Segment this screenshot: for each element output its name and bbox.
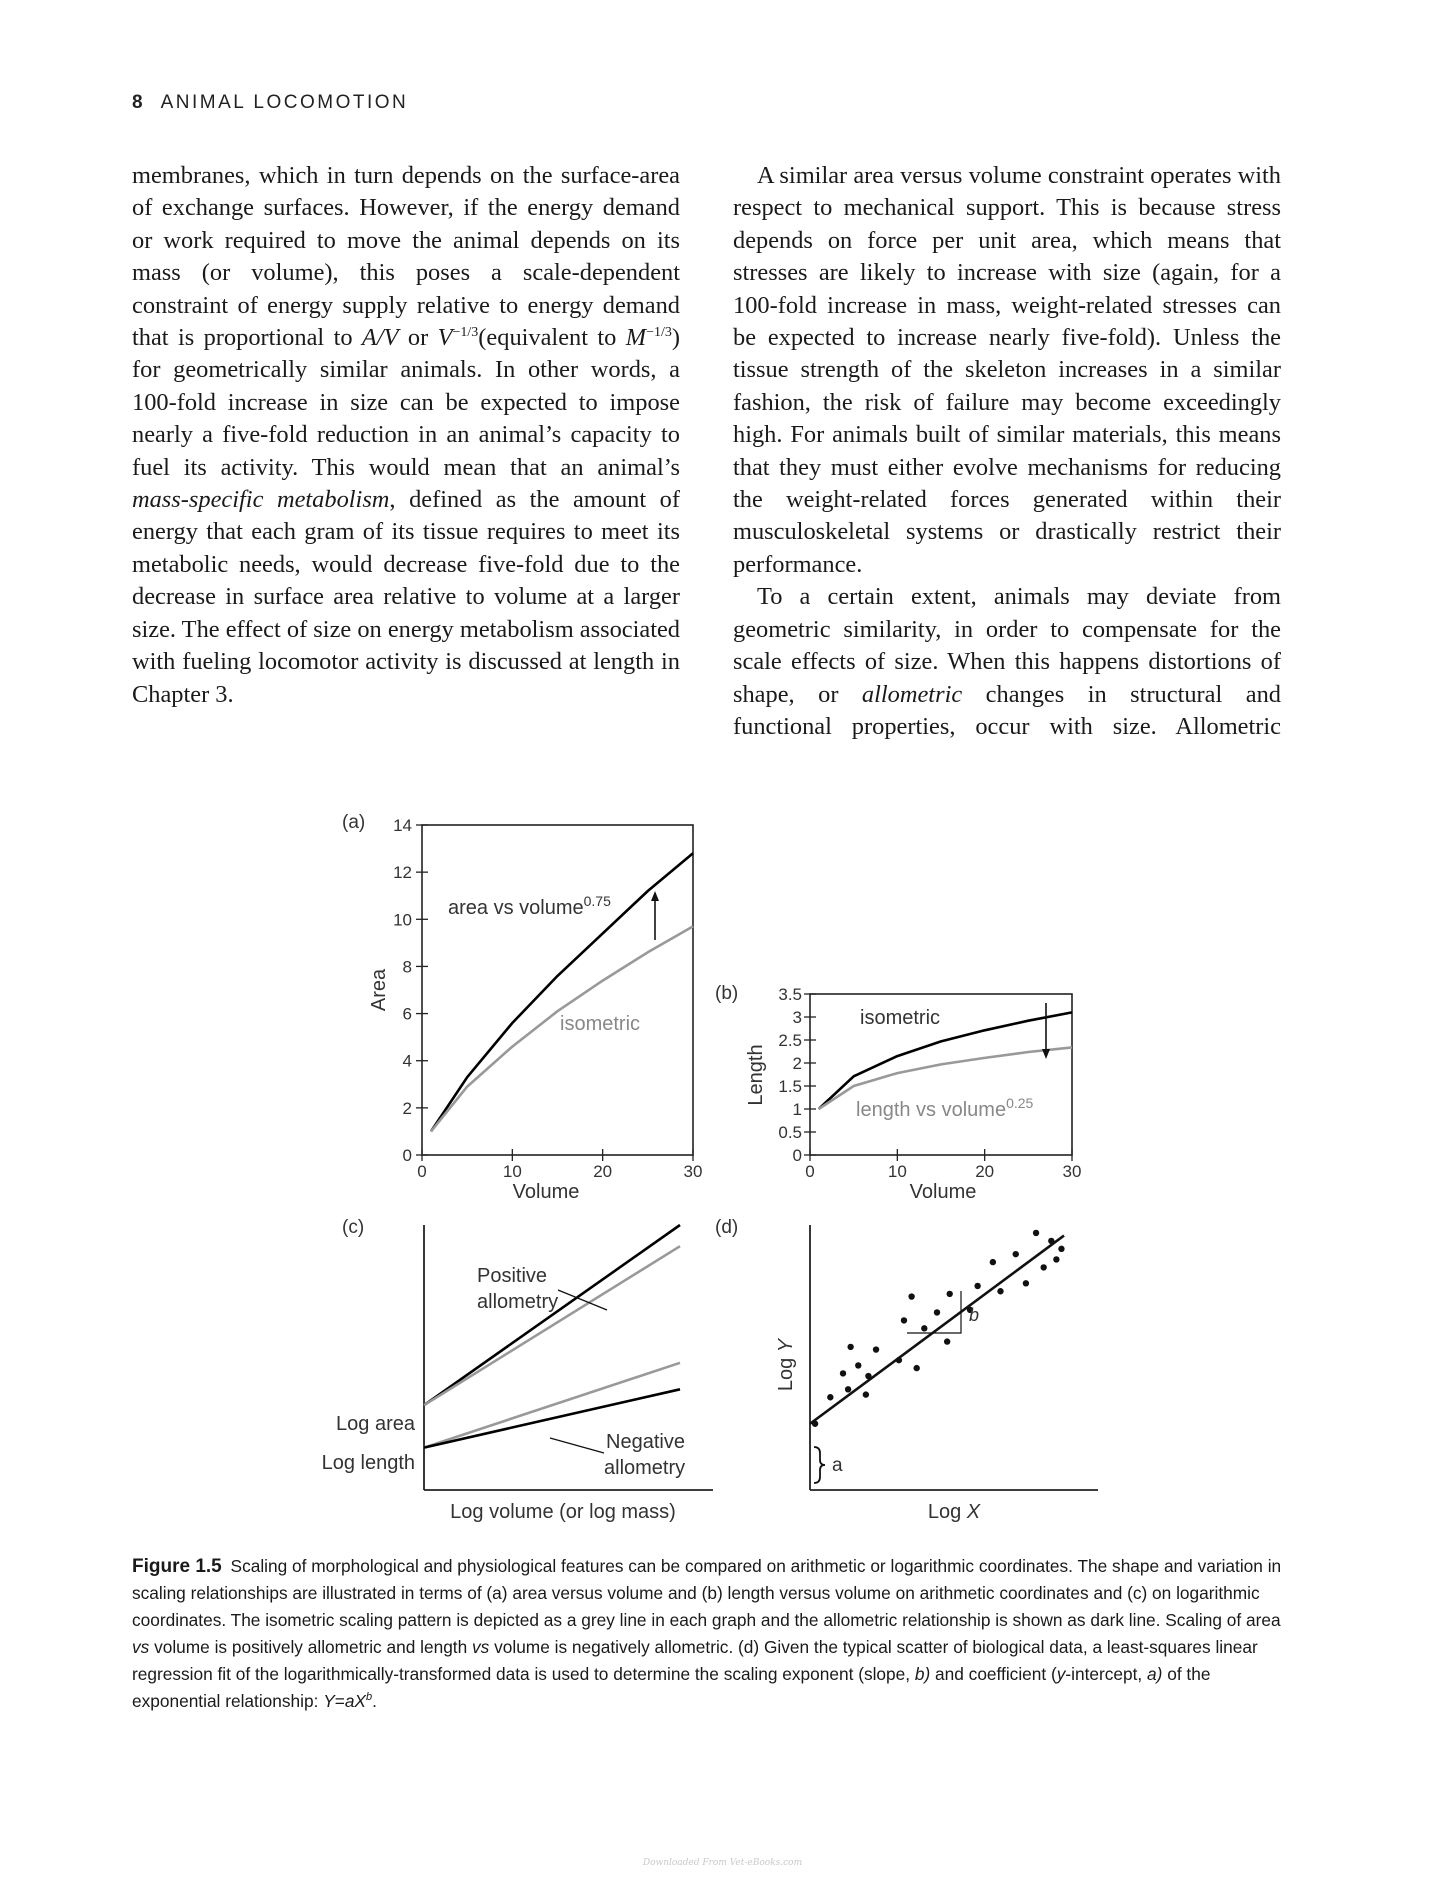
right-paragraph-2: To a certain extent, animals may deviate from geometric similarity, in order to compensate for the scale effects of size. When this happens distortions of shape, or allometric changes in structural and functional properties, occur with size. Allometric (733, 583, 1281, 740)
panel-b-x-tick-label: 0 (805, 1162, 815, 1181)
panel-c-series-line-1 (424, 1225, 680, 1405)
panel-d-scatter-point (1033, 1230, 1039, 1236)
panel-a-x-axis (417, 1149, 702, 1181)
figure-svg (0, 790, 1445, 1550)
panel-a-x-tick-label: 30 (683, 1162, 703, 1181)
panel-d-scatter-point (901, 1317, 907, 1323)
panel-b-x-tick-label: 30 (1062, 1162, 1082, 1181)
panel-b-isometric-label: isometric (860, 1007, 941, 1029)
panel-d-scatter-point (1013, 1251, 1019, 1257)
panel-d-a-label: a (832, 1455, 843, 1476)
panel-d-scatter-point (944, 1338, 950, 1344)
panel-c-log-area-label: Log area (336, 1413, 415, 1435)
panel-d-regression-line (810, 1236, 1064, 1424)
running-title: ANIMAL LOCOMOTION (160, 92, 409, 113)
panel-d-scatter-point (896, 1357, 902, 1363)
panel-c-negative-leader (550, 1438, 604, 1453)
panel-d-scatter-point (913, 1365, 919, 1371)
panel-a-y-tick-label: 12 (393, 863, 412, 883)
panel-c-x-label: Log volume (or log mass) (450, 1501, 676, 1523)
panel-b-frame (810, 994, 1072, 1155)
panel-b (715, 983, 1081, 1203)
panel-d-intercept-brace (814, 1447, 825, 1483)
panel-a-y-tick-label: 10 (393, 910, 412, 930)
panel-b-y-tick-label: 1.5 (778, 1077, 802, 1096)
panel-b-x-label: Volume (909, 1181, 977, 1203)
panel-c-positive-label-1: Positive (477, 1265, 548, 1287)
figure-caption: Figure 1.5 Scaling of morphological and physiological features can be compared on arithmetic or logarithmic coordinates. The shape and variation in scaling relationships are illustrated in terms of (a) area versus volume and (b) length versus volume on arithmetic coordinates and (c) on logarithmic coordinates. The isometric scaling pattern is depicted as a grey line in each graph and the allometric relationship is shown as dark line. Scaling of area vs volume is positively allometric and length vs volume is negatively allometric. (d) Given the typical scatter of biological data, a least-squares linear regression fit of the logarithmically-transformed data is used to determine the scaling exponent (slope, b) and coefficient (y-intercept, a) of the exponential relationship: $Y=aX^b$. (132, 1556, 1282, 1711)
panel-b-y-tick-label: 2 (792, 1054, 802, 1073)
panel-b-power-label: length vs volume$^{0.25}$ (856, 1095, 1034, 1121)
panel-a-isometric-label: isometric (560, 1013, 641, 1035)
panel-c-positive-label-2: allometry (477, 1291, 559, 1313)
download-watermark: Downloaded From Vet-eBooks.com (642, 1858, 803, 1868)
panel-a-y-tick-label: 4 (402, 1051, 412, 1071)
panel-d-scatter-point (921, 1325, 927, 1331)
panel-d-scatter-point (827, 1394, 833, 1400)
panel-a-x-tick-label: 0 (417, 1162, 427, 1181)
page-number: 8 (132, 92, 143, 113)
panel-a-y-label: Area (368, 968, 390, 1012)
panel-d-scatter-point (974, 1283, 980, 1289)
panel-a-y-tick-label: 0 (402, 1146, 412, 1165)
panel-d (715, 1217, 1098, 1523)
panel-d-label: (d) (715, 1217, 739, 1238)
panel-c-series-line-2 (424, 1246, 680, 1405)
panel-a (342, 812, 702, 1203)
panel-c-negative-label-2: allometry (604, 1457, 686, 1479)
panel-a-x-label: Volume (512, 1181, 580, 1203)
panel-d-scatter-point (855, 1362, 861, 1368)
panel-d-scatter-point (934, 1309, 940, 1315)
panel-d-scatter-point (845, 1386, 851, 1392)
panel-d-scatter-point (908, 1293, 914, 1299)
panel-d-scatter-point (990, 1259, 996, 1265)
panel-b-y-tick-label: 3.5 (778, 985, 802, 1004)
panel-a-y-tick-label: 6 (402, 1004, 412, 1024)
panel-d-scatter-point (840, 1370, 846, 1376)
panel-a-power-label: area vs volume$^{0.75}$ (448, 893, 611, 919)
panel-b-label: (b) (715, 983, 739, 1004)
panel-d-b-label: b (969, 1305, 980, 1325)
panel-d-series (810, 1230, 1065, 1427)
left-column (132, 160, 680, 711)
panel-a-series-line-1 (431, 853, 693, 1131)
panel-a-y-tick-label: 14 (393, 816, 412, 835)
panel-d-scatter-point (1058, 1246, 1064, 1252)
panel-c (322, 1217, 713, 1523)
panel-b-y-tick-label: 2.5 (778, 1031, 802, 1050)
figure-1-5 (0, 790, 1445, 1550)
panel-c-negative-label-1: Negative (606, 1431, 685, 1453)
panel-d-scatter-point (865, 1373, 871, 1379)
panel-b-y-tick-label: 0 (792, 1146, 802, 1165)
panel-d-scatter-point (1040, 1264, 1046, 1270)
panel-d-scatter-point (947, 1291, 953, 1297)
panel-a-x-tick-label: 20 (593, 1162, 613, 1181)
panel-c-label: (c) (342, 1217, 365, 1238)
panel-b-series (819, 1012, 1072, 1109)
panel-a-label: (a) (342, 812, 366, 833)
panel-b-y-tick-label: 0.5 (778, 1123, 802, 1142)
panel-b-x-axis (805, 1149, 1081, 1181)
panel-c-log-length-label: Log length (321, 1452, 415, 1474)
panel-d-scatter-point (1023, 1280, 1029, 1286)
panel-a-y-tick-label: 8 (402, 957, 412, 977)
panel-a-series (431, 853, 693, 1131)
panel-d-scatter-point (863, 1391, 869, 1397)
panel-b-y-label: Length (745, 1044, 767, 1106)
panel-d-scatter-point (873, 1346, 879, 1352)
panel-b-series-line-1 (819, 1012, 1072, 1109)
left-paragraph-1: membranes, which in turn depends on the surface-area of exchange surfaces. However, if the energy demand or work required to move the animal depends on its mass (or volume), this poses a scale-dependent constraint of energy supply relative to energy demand that is proportional to A/V or $V^{-1/3}(equivalent$ to $M^{-1/3}$) for geometrically similar animals. In other words, a 100-fold increase in size can be expected to impose nearly a five-fold reduction in an animal’s capacity to fuel its activity. This would mean that an animal’s mass-specific metabolism, defined as the amount of energy that each gram of its tissue requires to meet its metabolic needs, would decrease five-fold due to the decrease in surface area relative to volume at a larger size. The effect of size on energy metabolism associated with fueling locomotor activity is discussed at length in Chapter 3. (132, 162, 680, 708)
panel-b-y-tick-label: 3 (792, 1008, 802, 1027)
panel-a-y-tick-label: 2 (402, 1098, 412, 1118)
panel-d-scatter-point (847, 1344, 853, 1350)
right-paragraph-1: A similar area versus volume constraint operates with respect to mechanical support. This is because stress depends on force per unit area, which means that stresses are likely to increase with size (again, for a 100-fold increase in mass, weight-related stresses can be expected to increase nearly five-fold). Unless the tissue strength of the skeleton increases in a similar fashion, the risk of failure may become exceedingly high. For animals built of similar materials, this means that they must either evolve mechanisms for reducing the weight-related forces generated within their musculoskeletal systems or drastically restrict their performance. (733, 162, 1281, 578)
panel-d-scatter-point (1053, 1256, 1059, 1262)
panel-c-series (424, 1225, 680, 1448)
panel-b-y-tick-label: 1 (792, 1100, 802, 1119)
panel-b-x-tick-label: 20 (975, 1162, 995, 1181)
caption-label: Figure 1.5 (132, 1556, 222, 1577)
right-column (733, 160, 1281, 743)
panel-d-x-label: Log X (927, 1501, 981, 1523)
panel-d-scatter-point (997, 1288, 1003, 1294)
panel-d-y-label: Log Y (775, 1338, 797, 1392)
panel-b-x-tick-label: 10 (887, 1162, 907, 1181)
panel-a-frame (422, 825, 693, 1155)
panel-d-scatter-point (1048, 1238, 1054, 1244)
panel-d-scatter-point (812, 1421, 818, 1427)
panel-a-x-tick-label: 10 (502, 1162, 522, 1181)
running-head (132, 92, 408, 114)
